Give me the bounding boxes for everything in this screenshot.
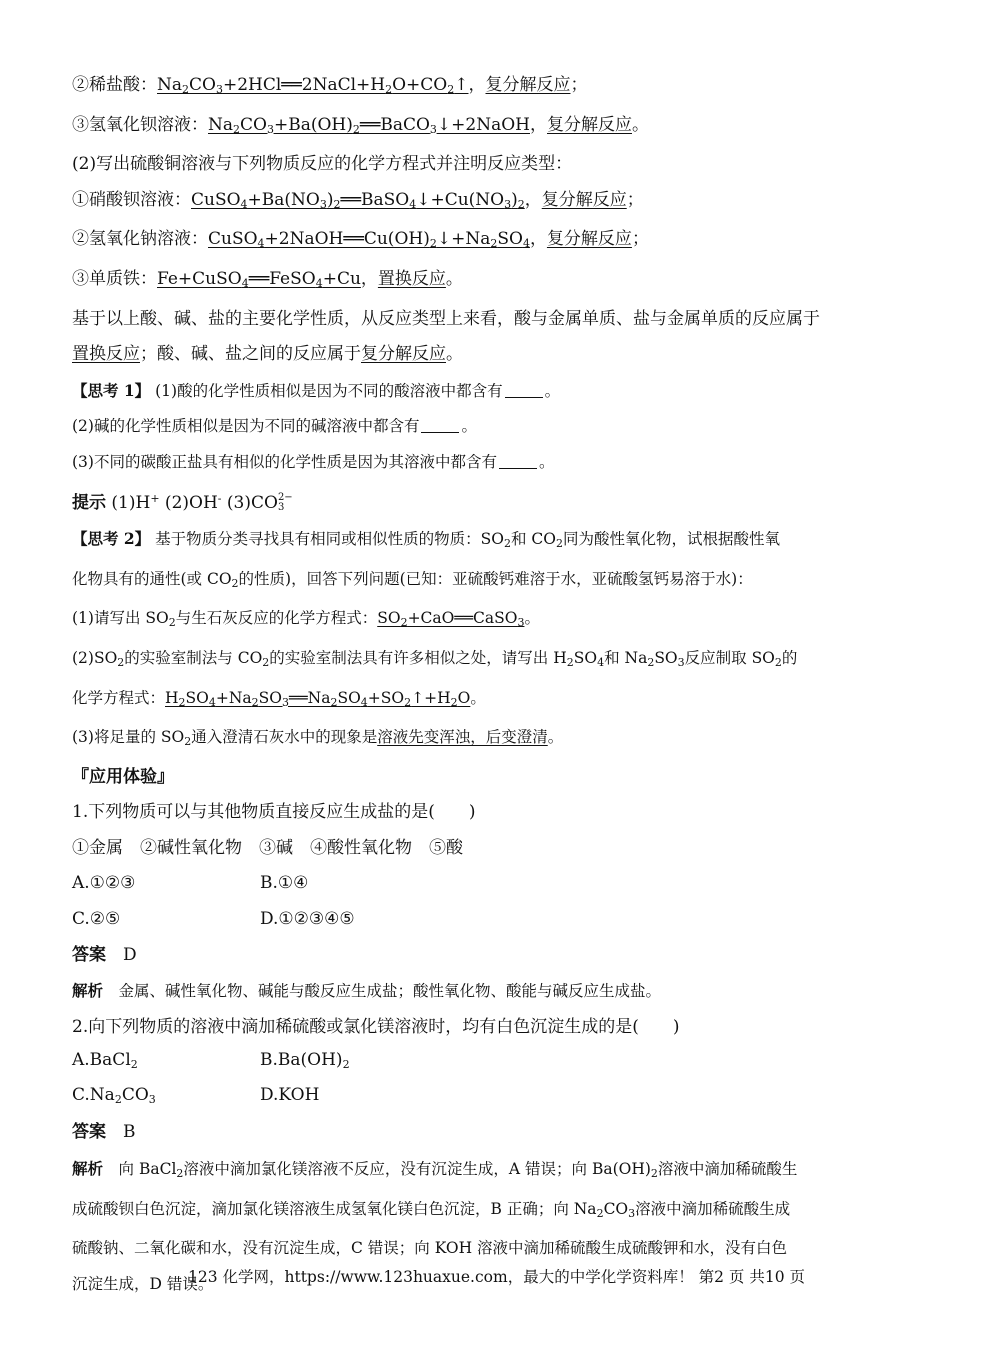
explanation-line: 成硫酸钡白色沉淀，滴加氯化镁溶液生成氢氧化镁白色沉淀，B 正确；向 $Na_2CO_3$溶液中滴加稀硫酸生成 [72, 1199, 791, 1220]
question-heading: (2)写出硫酸铜溶液与下列物质反应的化学方程式并注明反应类型： [72, 154, 573, 175]
option-d[interactable]: D.KOH [260, 1085, 320, 1106]
answer-line: 答案 D [72, 944, 137, 965]
option-d[interactable]: D.①②③④⑤ [260, 909, 355, 930]
option-row [72, 1080, 922, 1115]
text-line: ③单质铁：Fe+CuSO$_4$══FeSO$_4$+Cu，置换反应。 [72, 268, 463, 290]
think-question: 化物具有的通性(或 $CO_2$的性质)，回答下列问题(已知：亚硫酸钙难溶于水，亚硫酸氢钙易溶于水)： [72, 569, 753, 590]
option-a[interactable]: A.BaCl$_2$ [72, 1050, 138, 1072]
think-question: $(2)SO_2$的实验室制法与 $CO_2$的实验室制法具有许多相似之处，请写出 $H_2SO_4$和 $Na_2SO_3$反应制取 $SO_2$的 [72, 648, 798, 669]
reaction-type: 复分解反应 [546, 229, 632, 250]
think-question: 化学方程式：$H_2SO_4+Na_2SO_3══Na_2SO_4+SO_2↑+H_2O$。 [72, 688, 486, 709]
think-question: 【思考 1】 (1)酸的化学性质相似是因为不同的酸溶液中都含有 。 [72, 380, 561, 400]
think-question: 【思考 2】 基于物质分类寻找具有相同或相似性质的物质：$SO_2$和 $CO_2$同为酸性氧化物，试根据酸性氧 [72, 529, 780, 551]
reaction-type: 复分解反应 [547, 114, 632, 135]
reaction-type: 复分解反应 [541, 189, 627, 210]
reaction-type: 复分解反应 [485, 75, 571, 95]
problem-stem: 1.下列物质可以与其他物质直接反应生成盐的是( ) [72, 802, 476, 823]
label: ③单质铁： [72, 268, 157, 289]
equation: $H_2SO_4+Na_2SO_3══Na_2SO_4+SO_2↑+H_2O$ [165, 688, 471, 709]
problem-stem: 2.向下列物质的溶液中滴加稀硫酸或氯化镁溶液时，均有白色沉淀生成的是( ) [72, 1016, 680, 1037]
page-footer: 123 化学网，https://www.123huaxue.com，最大的中学化学资料库！ 第2 页 共10 页 [187, 1268, 805, 1286]
label: ②氢氧化钠溶液： [72, 229, 208, 250]
document-page [72, 68, 922, 1302]
equation: $CuSO_4+2NaOH══Cu(OH)_2↓+Na_2SO_4$ [208, 229, 530, 251]
reaction-type: 置换反应 [377, 268, 446, 289]
equation: $Na_2CO_3+Ba(OH)_2══BaCO_3↓+2NaOH$ [208, 114, 530, 136]
answer-blank[interactable] [499, 467, 537, 469]
equation: $SO_2+CaO══CaSO_3$ [377, 609, 525, 630]
option-c[interactable]: C.②⑤ [72, 909, 121, 930]
label: ②稀盐酸： [72, 75, 157, 95]
answer-blank[interactable] [421, 431, 459, 433]
equation: $CuSO_4+Ba(NO_3)_2══BaSO_4↓+Cu(NO_3)_2$ [191, 189, 525, 211]
label: ③氢氧化钡溶液： [72, 114, 208, 135]
think-question: (2)碱的化学性质相似是因为不同的碱溶液中都含有 。 [72, 417, 477, 436]
summary-line: 基于以上酸、碱、盐的主要化学性质，从反应类型上来看，酸与金属单质、盐与金属单质的反应属于 [72, 308, 820, 329]
text-line: ②氢氧化钠溶液：$CuSO_4+2NaOH══Cu(OH)_2↓+Na_2SO_4$，复分解反应； [72, 229, 649, 251]
explanation-line: 解析 金属、碱性氧化物、碱能与酸反应生成盐；酸性氧化物、酸能与碱反应生成盐。 [72, 981, 662, 1001]
think-question: (3)将足量的 $SO_2$通入澄清石灰水中的现象是溶液先变浑浊，后变澄清。 [72, 728, 564, 749]
think-question: (1)请写出 $SO_2$与生石灰反应的化学方程式：$SO_2+CaO══CaSO_3$。 [72, 609, 540, 630]
think-question: (3)不同的碳酸正盐具有相似的化学性质是因为其溶液中都含有 。 [72, 452, 555, 471]
summary-line: 置换反应；酸、碱、盐之间的反应属于复分解反应。 [72, 344, 463, 365]
option-row [72, 1045, 922, 1080]
answer-blank[interactable] [505, 396, 543, 398]
option-b[interactable]: $B.Ba(OH)_2$ [260, 1050, 350, 1072]
label: ①硝酸钡溶液： [72, 189, 191, 210]
equation: $Na_2CO_3+2HCl══2NaCl+H_2O+CO_2↑$ [157, 75, 469, 96]
problem-items: ①金属 ②碱性氧化物 ③碱 ④酸性氧化物 ⑤酸 [72, 837, 463, 858]
option-row [72, 866, 922, 902]
answer-line: 答案 B [72, 1122, 136, 1143]
text-line: ①硝酸钡溶液：$CuSO_4+Ba(NO_3)_2══BaSO_4↓+Cu(NO_3)_2$，复分解反应； [72, 189, 644, 211]
option-c[interactable]: $C.Na_2CO_3$ [72, 1085, 156, 1107]
hint-line: 提示 (1)H+ (2)OH- (3)CO 2− 3 [72, 491, 293, 513]
option-a[interactable]: A.①②③ [72, 873, 136, 894]
explanation-line: 硫酸钠、二氧化碳和水，没有沉淀生成，C 错误；向 KOH 溶液中滴加稀硫酸生成硫酸钾和水，没有白色 [72, 1239, 788, 1258]
explanation-line: 解析 向 BaCl$_2$溶液中滴加氯化镁溶液不反应，没有沉淀生成，A 错误；向 $Ba(OH)_2$溶液中滴加稀硫酸生 [72, 1159, 798, 1181]
equation: Fe+CuSO$_4$══FeSO$_4$+Cu [157, 268, 361, 290]
option-row [72, 902, 922, 938]
text-line: ③氢氧化钡溶液：$Na_2CO_3+Ba(OH)_2══BaCO_3↓+2NaOH$，复分解反应。 [72, 114, 649, 136]
option-b[interactable]: B.①④ [260, 873, 309, 894]
section-title: 『应用体验』 [72, 766, 174, 787]
explanation-line: 沉淀生成，D 错误。 [72, 1274, 214, 1293]
text-line: ②稀盐酸：$Na_2CO_3+2HCl══2NaCl+H_2O+CO_2↑$，复分解反应； [72, 75, 588, 96]
